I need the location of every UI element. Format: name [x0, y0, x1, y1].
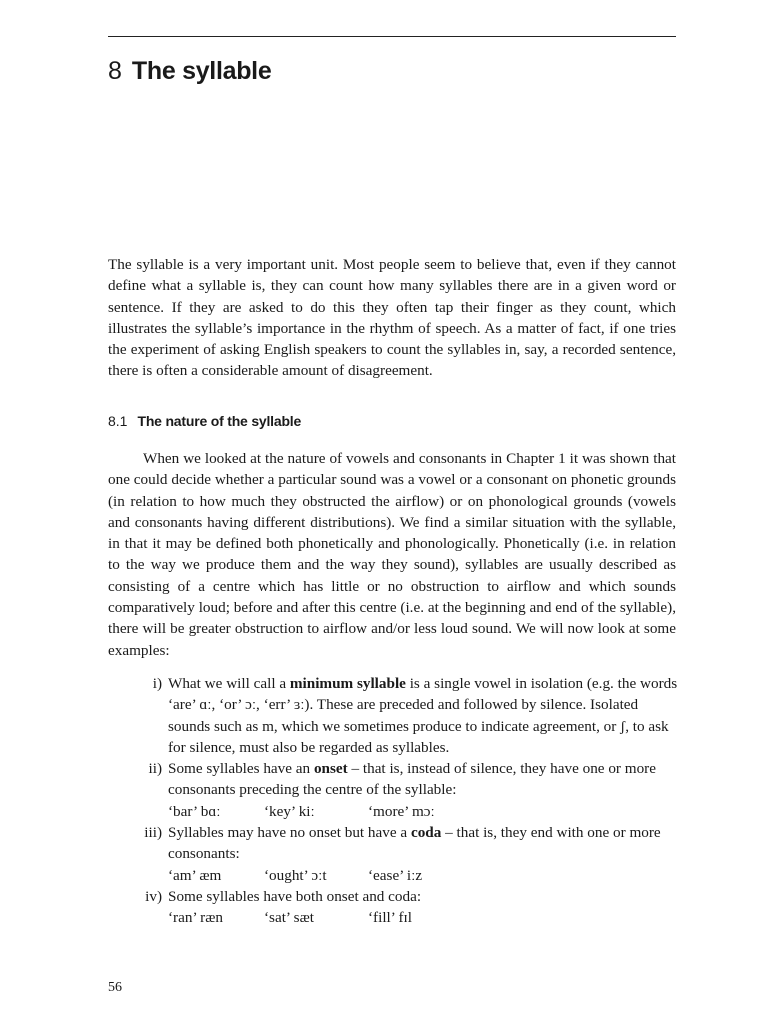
- list-item-text: – that is, instead of silence, they have one or more consonants preceding the centre of the syllable:: [168, 760, 656, 799]
- list-item-text: What we will call a: [168, 675, 290, 692]
- list-marker: i): [152, 675, 162, 692]
- list-item-text: – that is, they end with one or more consonants:: [168, 824, 661, 863]
- term-onset: onset: [313, 760, 348, 778]
- list-item-text: Syllables may have no onset but have a: [168, 824, 411, 842]
- example-word: ‘sat’ sæt: [264, 909, 314, 927]
- chapter-number: 8: [108, 57, 122, 85]
- example-word: ‘bar’ bɑː: [168, 802, 221, 820]
- example-word: ‘am’ æm: [168, 866, 222, 884]
- list-item-text: is a single vowel in isolation (e.g. the words ‘are’ ɑː, ‘or’ ɔː, ‘err’ ɜː). These are preceded and followed by silence. Isolated sounds such as m, which we sometimes produce to indicate agreement, or ʃ, to ask for silence, must also be regarded as syllables.: [168, 675, 678, 756]
- list-item-text: Some syllables have both onset and coda:: [168, 887, 422, 905]
- term-coda: coda: [410, 824, 442, 842]
- section-title: The nature of the syllable: [137, 413, 302, 429]
- list-item: [152, 673, 680, 758]
- list-marker: iii): [144, 824, 162, 842]
- list-item: [145, 886, 680, 929]
- list-item-text: Some syllables have an: [168, 760, 314, 778]
- term-minimum-syllable: minimum syllable: [289, 675, 406, 692]
- chapter-title: The syllable: [131, 57, 272, 85]
- list-marker: ii): [148, 760, 162, 778]
- example-word: ‘fill’ fɪl: [368, 909, 412, 927]
- example-word: ‘ought’ ɔːt: [264, 866, 327, 884]
- header-rule: [108, 36, 676, 37]
- examples-list: [144, 673, 680, 929]
- list-marker: iv): [145, 887, 162, 905]
- intro-paragraph: The syllable is a very important unit. Most people seem to believe that, even if they cannot define what a syllable is, they can count how many syllables there are in a given word or sentence. If they are asked to do this they often tap their finger as they count, which illustrates the syllable’s importance in the rhythm of speech. As a matter of fact, if one tries the experiment of asking English speakers to count the syllables in, say, a recorded sentence, there is often a considerable amount of disagreement.: [108, 256, 676, 380]
- example-row: [168, 907, 680, 928]
- page-number: 56: [108, 980, 122, 995]
- example-row: [168, 865, 680, 886]
- example-word: ‘ease’ iːz: [368, 866, 423, 884]
- example-word: ‘more’ mɔː: [368, 802, 435, 820]
- list-item: [148, 758, 680, 822]
- chapter-heading: [108, 56, 271, 86]
- list-item: [144, 822, 680, 886]
- example-word: ‘key’ kiː: [264, 802, 315, 820]
- section-heading: [108, 411, 301, 431]
- section-paragraph: When we looked at the nature of vowels and consonants in Chapter 1 it was shown that one could decide whether a particular sound was a vowel or a consonant on phonetic grounds (in relation to how much they obstructed the airflow) or on phonological grounds (vowels and consonants having different distributions). We find a similar situation with the syllable, in that it may be defined both phonetically and phonologically. Phonetically (i.e. in relation to the way we produce them and the way they sound), syllables are usually described as consisting of a centre which has little or no obstruction to airflow and which sounds comparatively loud; before and after this centre (i.e. at the beginning and end of the syllable), there will be greater obstruction to airflow and/or less loud sound. We will now look at some examples:: [108, 450, 676, 659]
- section-number: 8.1: [108, 413, 128, 429]
- example-row: [168, 801, 680, 822]
- example-word: ‘ran’ ræn: [168, 909, 223, 927]
